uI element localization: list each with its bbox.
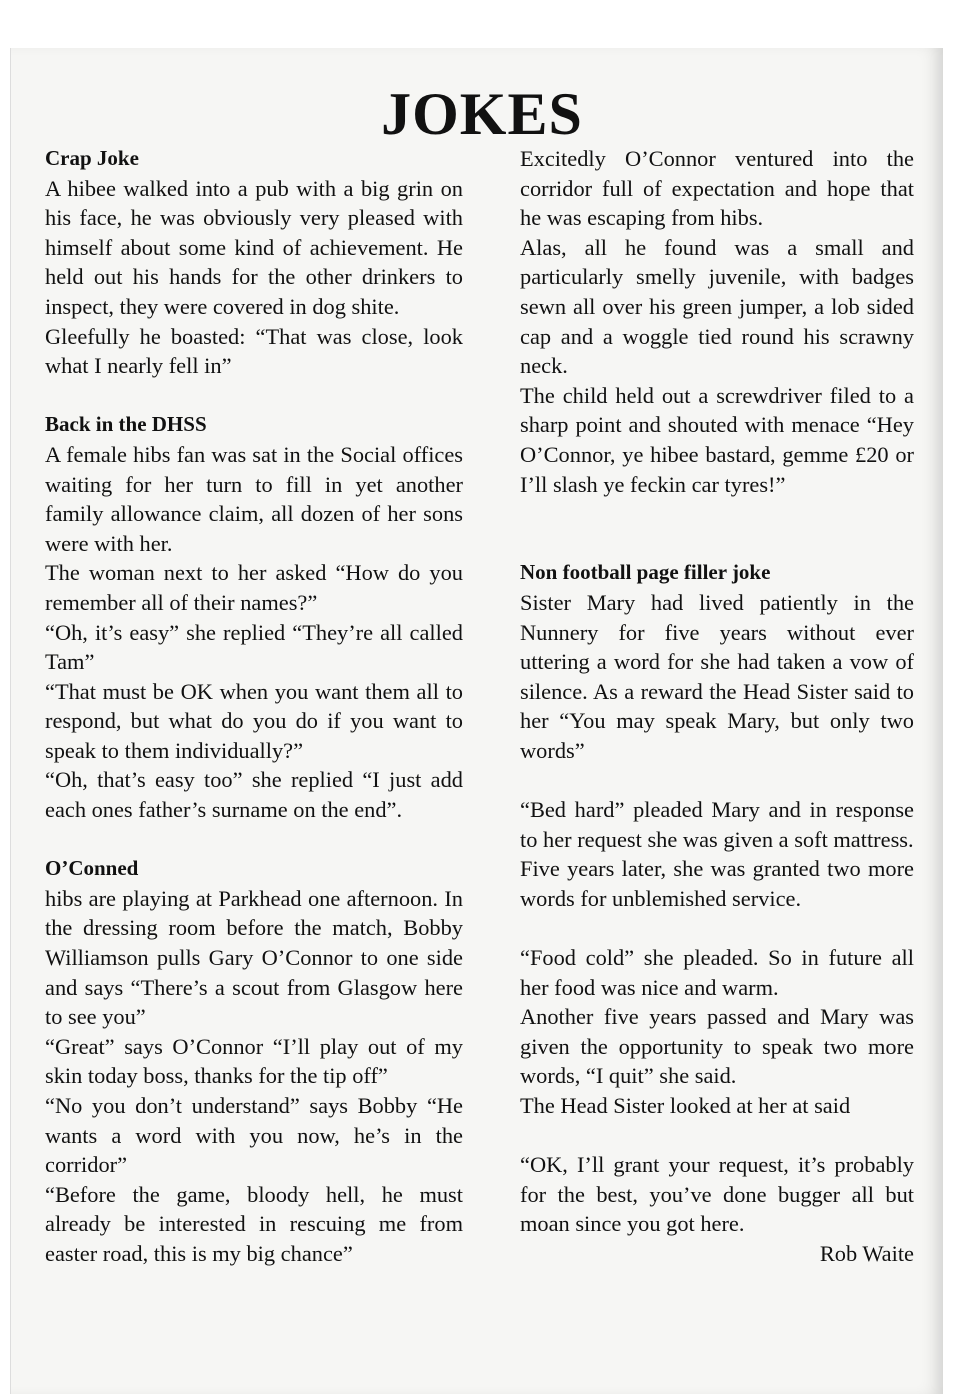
right-column xyxy=(520,144,914,1269)
joke-heading-non-football: Non football page filler joke xyxy=(520,560,771,585)
joke-paragraph: “Oh, it’s easy” she replied “They’re all called Tam” xyxy=(45,619,463,675)
joke-paragraph: A female hibs fan was sat in the Social offices waiting for her turn to fill in yet another family allowance claim, all dozen of her sons were with her. xyxy=(45,441,463,556)
joke-paragraph: A hibee walked into a pub with a big grin on his face, he was obviously very pleased with himself about some kind of achievement. He held out his hands for the other drinkers to inspect, they were covered in dog shite. xyxy=(45,175,463,319)
joke-paragraph: “Food cold” she pleaded. So in future all her food was nice and warm. xyxy=(520,945,914,1000)
left-column xyxy=(45,144,463,1269)
joke-paragraph: “Oh, that’s easy too” she replied “I just add each ones father’s surname on the end”. xyxy=(45,767,463,823)
joke-paragraph: Excitedly O’Connor ventured into the corridor full of expectation and hope that he was escaping from hibs. xyxy=(520,146,914,231)
joke-paragraph: Sister Mary had lived patiently in the Nunnery for five years without ever uttering a word for she had taken a vow of silence. As a reward the Head Sister said to her “You may speak Mary, but only two words” xyxy=(520,589,914,763)
page-title: JOKES xyxy=(381,81,583,147)
joke-paragraph: “That must be OK when you want them all to respond, but what do you do if you want to speak to them individually?” xyxy=(45,678,463,763)
joke-paragraph: “Great” says O’Connor “I’ll play out of my skin today boss, thanks for the tip off” xyxy=(45,1033,463,1089)
joke-paragraph: “Bed hard” pleaded Mary and in response to her request she was given a soft mattress. xyxy=(520,797,914,852)
joke-paragraph: The Head Sister looked at her at said xyxy=(520,1093,851,1118)
joke-heading-crap-joke: Crap Joke xyxy=(45,146,139,170)
joke-paragraph: hibs are playing at Parkhead one afternoon. In the dressing room before the match, Bobby Williamson pulls Gary O’Connor to one side and says “There’s a scout from Glasgow here to see you” xyxy=(45,885,463,1030)
joke-paragraph: The child held out a screwdriver filed to a sharp point and shouted with menace “Hey O’Connor, ye hibee bastard, gemme £20 or I’ll slash ye feckin car tyres!” xyxy=(520,382,914,497)
joke-paragraph: “Before the game, bloody hell, he must already be interested in rescuing me from easter road, this is my big chance” xyxy=(45,1181,463,1266)
joke-paragraph: Alas, all he found was a small and particularly smelly juvenile, with badges sewn all over his green jumper, a lob sided cap and a woggle tied round his scrawny neck. xyxy=(520,234,914,379)
joke-heading-oconned: O’Conned xyxy=(45,856,139,881)
joke-paragraph: Gleefully he boasted: “That was close, look what I nearly fell in” xyxy=(45,323,463,379)
joke-paragraph: Five years later, she was granted two more words for unblemished service. xyxy=(520,856,914,911)
author-signature: Rob Waite xyxy=(819,1240,914,1266)
joke-heading-back-in-the-dhss: Back in the DHSS xyxy=(45,412,207,437)
joke-paragraph: Another five years passed and Mary was given the opportunity to speak two more words, “I quit” she said. xyxy=(520,1004,914,1089)
joke-paragraph: The woman next to her asked “How do you remember all of their names?” xyxy=(45,560,463,615)
joke-paragraph: “OK, I’ll grant your request, it’s probably for the best, you’ve done bugger all but moan since you got here. xyxy=(520,1152,914,1237)
joke-paragraph: “No you don’t understand” says Bobby “He wants a word with you now, he’s in the corridor” xyxy=(45,1093,463,1178)
